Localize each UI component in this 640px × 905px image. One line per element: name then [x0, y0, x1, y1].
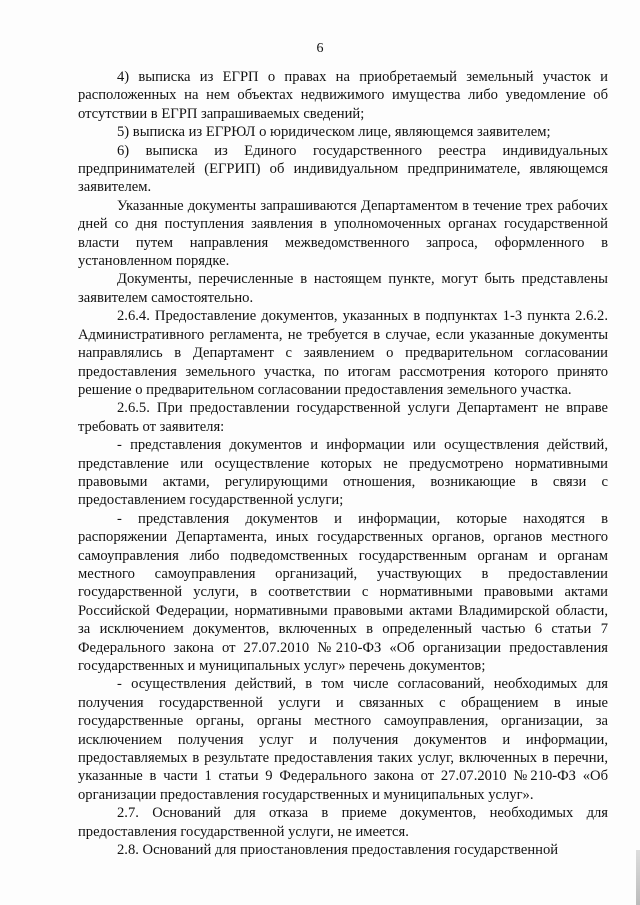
- paragraph-self-submission: Документы, перечисленные в настоящем пункте, могут быть представлены заявителем самостоятельно.: [78, 271, 608, 306]
- page-number: 6: [316, 41, 324, 56]
- paragraph-2-6-4: 2.6.4. Предоставление документов, указанных в подпунктах 1-3 пункта 2.6.2. Административного регламента, не требуется в случае, если указанные документы направлялись в Департамент с заявлением о предварительном согласовании предоставления земельного участка, по итогам рассмотрения которого принято решение о предварительном согласовании предоставления земельного участка.: [78, 308, 608, 398]
- paragraph-2-7: 2.7. Оснований для отказа в приеме документов, необходимых для предоставления государственной услуги, не имеется.: [78, 805, 608, 840]
- paragraph-item-5: 5) выписка из ЕГРЮЛ о юридическом лице, являющемся заявителем;: [117, 124, 551, 141]
- paragraph-2-8: 2.8. Оснований для приостановления предоставления государственной: [117, 842, 559, 859]
- paragraph-item-4: 4) выписка из ЕГРП о правах на приобретаемый земельный участок и расположенных на нем объектах недвижимого имущества либо уведомление об отсутствии в ЕГРП запрашиваемых сведений;: [78, 69, 608, 122]
- document-body: [78, 68, 608, 859]
- paragraph-item-6: 6) выписка из Единого государственного реестра индивидуальных предпринимателей (ЕГРИП) об индивидуальном предпринимателе, являющемся заявителем.: [78, 142, 608, 196]
- scan-edge-shadow: [636, 850, 640, 905]
- paragraph-2-6-5: 2.6.5. При предоставлении государственной услуги Департамент не вправе требовать от заявителя:: [78, 400, 608, 435]
- paragraph-dash-2: - представления документов и информации, которые находятся в распоряжении Департамента, иных государственных органов, органов местного самоуправления либо подведомственных государственным органам и органам местного самоуправления организаций, участвующих в предоставлении государственной услуги, в соответствии с нормативными правовыми актами Российской Федерации, нормативными правовыми актами Владимирской области, за исключением документов, включенных в определенный частью 6 статьи 7 Федерального закона от 27.07.2010 №210-ФЗ «Об организации предоставления государственных и муниципальных услуг» перечень документов;: [78, 510, 608, 674]
- paragraph-request-info: Указанные документы запрашиваются Департаментом в течение трех рабочих дней со дня поступления заявления в уполномоченных органах государственной власти путем направления межведомственного запроса, оформленного в установленном порядке.: [78, 197, 608, 270]
- paragraph-dash-1: - представления документов и информации или осуществления действий, представление или осуществление которых не предусмотрено нормативными правовыми актами, регулирующими отношения, возникающие в связи с предоставлением государственной услуги;: [78, 437, 608, 509]
- paragraph-dash-3: - осуществления действий, в том числе согласований, необходимых для получения государственной услуги и связанных с обращением в иные государственные органы, органы местного самоуправления, организации, за исключением получения услуг и получения документов и информации, предоставляемых в результате предоставления таких услуг, включенных в перечни, указанные в части 1 статьи 9 Федерального закона от 27.07.2010 №210-ФЗ «Об организации предоставления государственных и муниципальных услуг».: [78, 676, 608, 803]
